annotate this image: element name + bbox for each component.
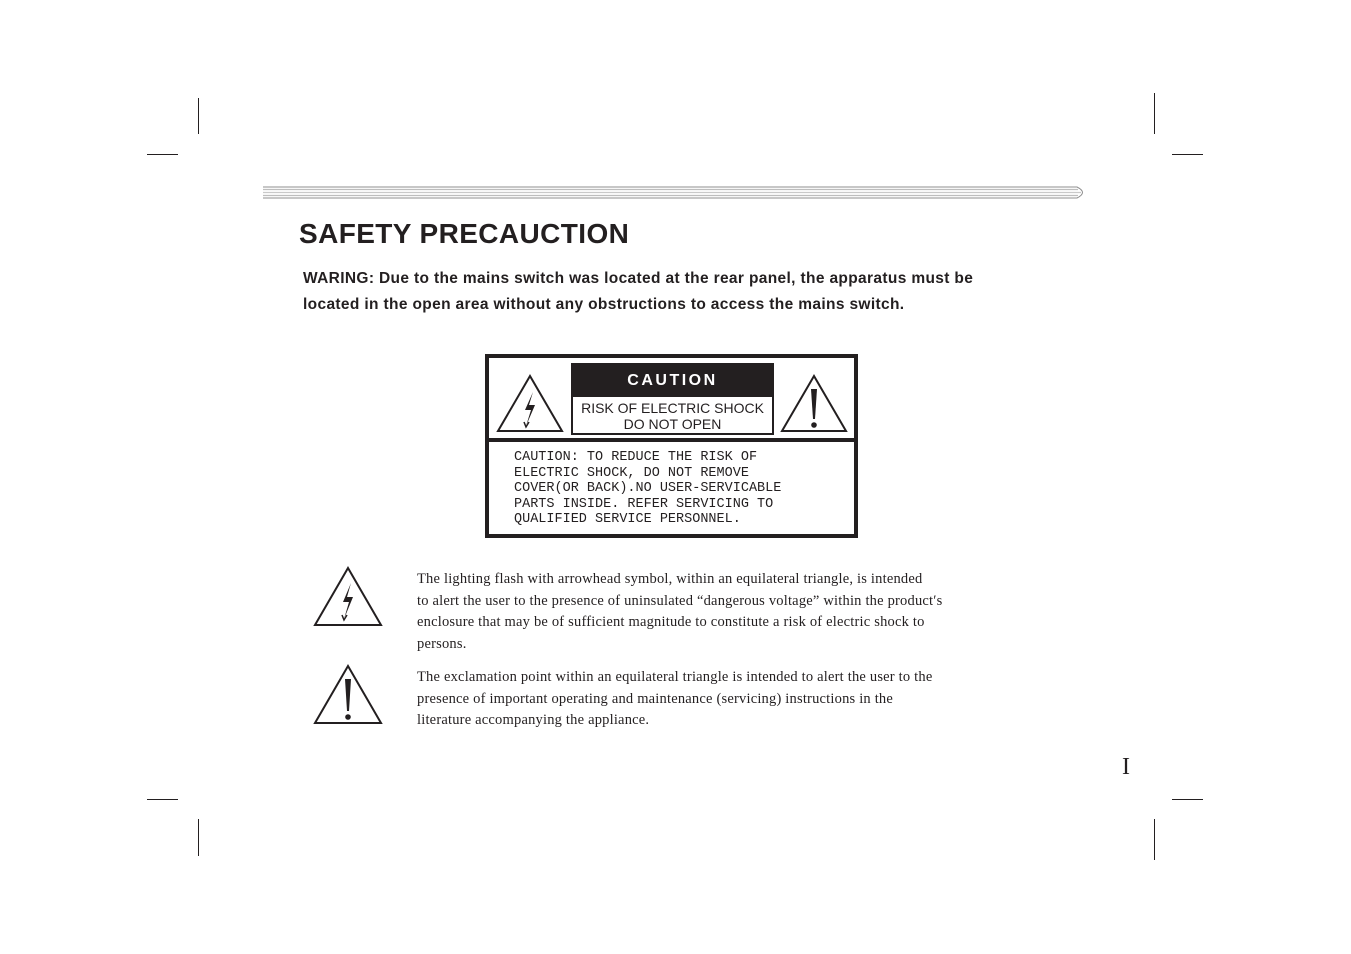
caution-body-line: ELECTRIC SHOCK, DO NOT REMOVE (514, 465, 749, 481)
page-title: SAFETY PRECAUCTION (299, 218, 630, 249)
exclamation-symbol-description (417, 667, 1037, 732)
description-line: presence of important operating and maintenance (servicing) instructions in the (417, 690, 894, 707)
description-line: persons. (417, 635, 467, 652)
caution-body-line: PARTS INSIDE. REFER SERVICING TO (514, 496, 774, 512)
lightning-triangle-icon (495, 372, 565, 434)
crop-mark (198, 98, 199, 134)
warning-line: located in the open area without any obstructions to access the mains switch. (303, 296, 905, 313)
caution-body-line: CAUTION: TO REDUCE THE RISK OF (514, 450, 758, 465)
header-rule (263, 186, 1089, 199)
description-line: enclosure that may be of sufficient magnitude to constitute a risk of electric shock to (417, 614, 925, 630)
description-line: literature accompanying the appliance. (417, 712, 650, 728)
crop-mark (147, 799, 178, 800)
caution-divider (489, 438, 854, 442)
crop-mark (198, 819, 199, 856)
description-line: The lighting flash with arrowhead symbol, within an equilateral triangle, is intended (417, 571, 923, 587)
crop-mark (147, 154, 178, 155)
description-line: to alert the user to the presence of uninsulated “dangerous voltage” within the product′s (417, 592, 943, 609)
caution-label (571, 363, 774, 435)
caution-label-top (489, 358, 854, 438)
caution-body-line: QUALIFIED SERVICE PERSONNEL. (514, 512, 741, 527)
crop-mark (1154, 819, 1155, 860)
crop-mark (1154, 93, 1155, 134)
exclamation-triangle-icon (313, 663, 383, 725)
page-number: I (1122, 754, 1130, 780)
caution-subtitle (573, 397, 772, 432)
caution-subtitle-line: RISK OF ELECTRIC SHOCK (581, 400, 764, 416)
description-line: The exclamation point within an equilateral triangle is intended to alert the user to the (417, 669, 933, 685)
lightning-triangle-icon (313, 565, 383, 627)
caution-body-line: COVER(OR BACK).NO USER-SERVICABLE (514, 481, 782, 496)
exclamation-triangle-icon (779, 372, 849, 434)
warning-text (303, 266, 1063, 318)
crop-mark (1172, 799, 1203, 800)
lightning-symbol-description (417, 569, 1037, 655)
caution-body-text (514, 450, 834, 528)
caution-label-box (485, 354, 858, 538)
caution-subtitle-line: DO NOT OPEN (623, 416, 722, 432)
crop-mark (1172, 154, 1203, 155)
warning-line: WARING: Due to the mains switch was located at the rear panel, the apparatus must be (303, 270, 974, 287)
caution-header: CAUTION (573, 365, 772, 397)
